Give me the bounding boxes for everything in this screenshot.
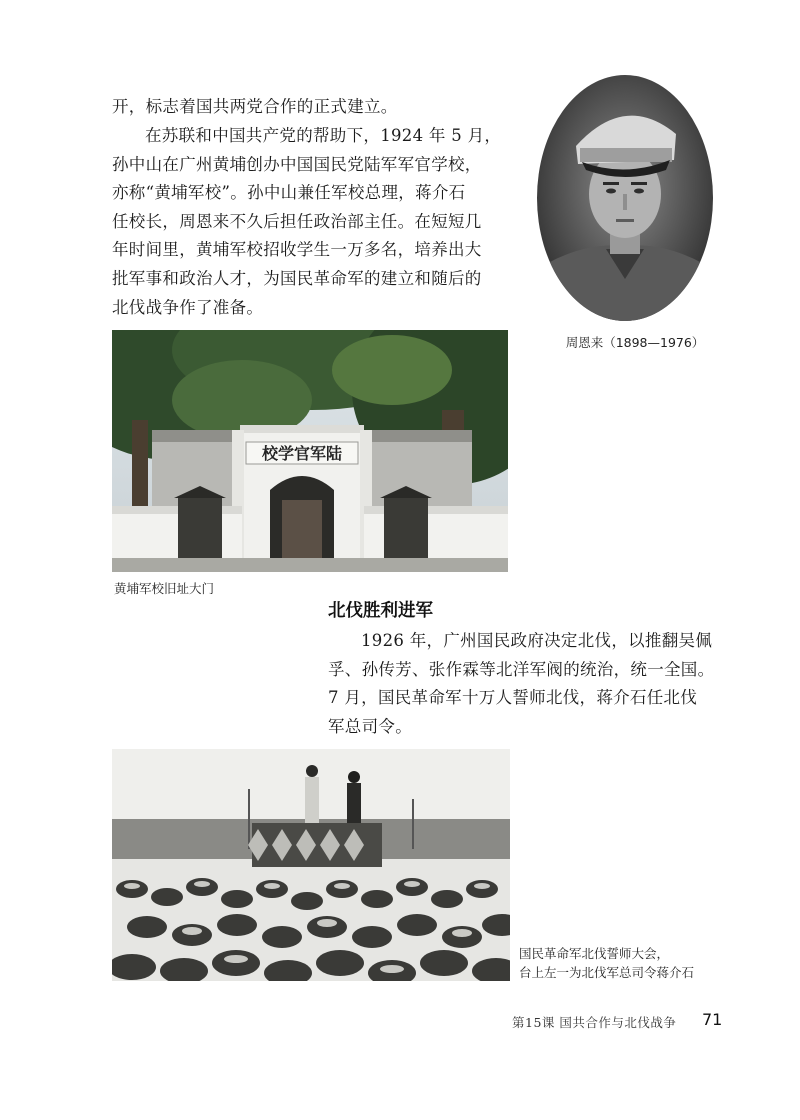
paragraph-line: 孚、孙传芳、张作霖等北洋军阀的统治，统一全国。 xyxy=(328,659,715,679)
paragraph-northern-expedition xyxy=(328,627,728,741)
rally-caption-line: 国民革命军北伐誓师大会， xyxy=(519,946,670,961)
paragraph-line: 1926 年，广州国民政府决定北伐，以推翻吴佩 xyxy=(361,631,713,650)
paragraph-line: 开，标志着国共两党合作的正式建立。 xyxy=(112,97,398,116)
paragraph-line: 年时间里，黄埔军校招收学生一万多名，培养出大 xyxy=(112,240,482,260)
portrait-caption: 周恩来（1898—1976） xyxy=(565,335,705,350)
rally-caption xyxy=(519,944,694,982)
gate-caption: 黄埔军校旧址大门 xyxy=(114,581,215,596)
gate-sign-text: 校学官军陆 xyxy=(261,444,343,463)
paragraph-line: 亦称“黄埔军校”。孙中山兼任军校总理，蒋介石 xyxy=(112,183,466,203)
rally-caption-line: 台上左一为北伐军总司令蒋介石 xyxy=(519,965,695,980)
lesson-title-footer: 第15课 国共合作与北伐战争 xyxy=(512,1015,677,1030)
portrait-photo xyxy=(536,74,714,322)
paragraph-line: 在苏联和中国共产党的帮助下，1924 年 5 月， xyxy=(145,126,502,145)
paragraph-line: 孙中山在广州黄埔创办中国国民党陆军军官学校， xyxy=(112,154,482,174)
paragraph-whampoa xyxy=(112,122,532,322)
paragraph-line: 北伐战争作了准备。 xyxy=(112,297,264,317)
page-number: 71 xyxy=(702,1010,723,1029)
rally-photo xyxy=(112,749,510,981)
paragraph-line: 任校长，周恩来不久后担任政治部主任。在短短几 xyxy=(112,211,482,231)
paragraph-line: 军总司令。 xyxy=(328,716,412,736)
paragraph-line: 7 月，国民革命军十万人誓师北伐，蒋介石任北伐 xyxy=(328,688,698,708)
section-heading: 北伐胜利进军 xyxy=(328,601,433,621)
whampoa-gate-photo xyxy=(112,330,508,572)
paragraph-line: 批军事和政治人才，为国民革命军的建立和随后的 xyxy=(112,268,482,288)
paragraph-continuation xyxy=(112,93,532,122)
